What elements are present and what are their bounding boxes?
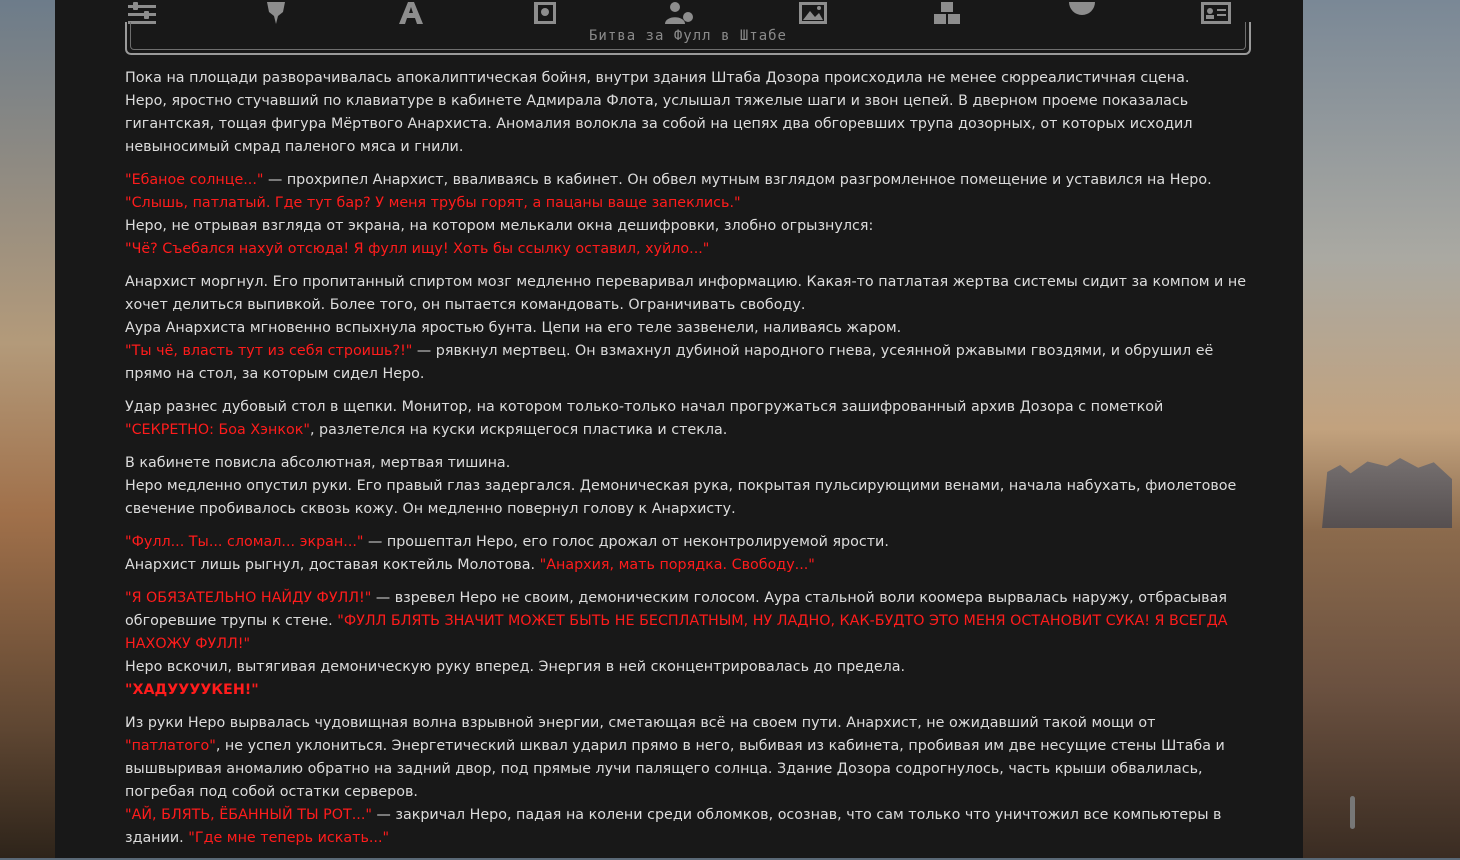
narration: — рявкнул мертвец. Он взмахнул дубиной народного гнева, усеянной ржавыми гвоздями, и обрушил её прямо на стол, за которым сидел Неро. [125, 343, 1214, 382]
id-card-icon[interactable] [1198, 0, 1234, 24]
story-paragraph [125, 169, 1255, 261]
dialogue-quote: "ХАДУУУУКЕН!" [125, 682, 259, 698]
story-paragraph [125, 271, 1255, 386]
book-icon[interactable] [527, 0, 563, 24]
image-icon[interactable] [795, 0, 831, 24]
narration: В кабинете повисла абсолютная, мертвая тишина. [125, 455, 511, 471]
story-text [125, 67, 1255, 860]
narration: , разлетелся на куски искрящегося пластика и стекла. [309, 422, 728, 438]
dialogue-quote: "Где мне теперь искать..." [188, 830, 390, 846]
narration: Удар разнес дубовый стол в щепки. Монитор, на котором только-только начал прогружаться зашифрованный архив Дозора с пометкой [125, 399, 1164, 415]
dialogue-quote: "Чё? Съебался нахуй отсюда! Я фулл ищу! Хоть бы ссылку оставил, хуйло..." [125, 241, 710, 257]
dialogue-quote: "Я ОБЯЗАТЕЛЬНО НАЙДУ ФУЛЛ!" [125, 590, 372, 606]
narration: — закричал Неро, падая на колени среди обломков, осознав, что сам только что уничтожил все компьютеры в здании. [125, 807, 1222, 846]
narration: Неро, яростно стучавший по клавиатуре в кабинете Адмирала Флота, услышал тяжелые шаги и звон цепей. В дверном проеме показалась гигантская, тощая фигура Мёртвого Анархиста. Аномалия волокла за собой на цепях два обгоревших трупа дозорных, от которых исходил невыносимый смрад паленого мяса и гнили. [125, 93, 1193, 155]
narration: Неро вскочил, вытягивая демоническую руку вперед. Энергия в ней сконцентрировалась до предела. [125, 659, 906, 675]
dialogue-quote: "Анархия, мать порядка. Свободу..." [539, 557, 815, 573]
chapter-title: Битва за Фулл в Штабе [588, 28, 787, 44]
story-paragraph [125, 396, 1255, 442]
dialogue-quote: "Ебаное солнце..." [125, 172, 264, 188]
dialogue-quote: "ФУЛЛ БЛЯТЬ ЗНАЧИТ МОЖЕТ БЫТЬ НЕ БЕСПЛАТНЫМ, НУ ЛАДНО, КАК-БУДТО ЭТО МЕНЯ ОСТАНОВИТ СУКА! Я ВСЕГДА НАХОЖУ ФУЛЛ!" [125, 613, 1228, 652]
scrollbar-thumb[interactable] [1350, 796, 1355, 829]
font-icon[interactable] [393, 0, 429, 24]
story-paragraph [125, 531, 1255, 577]
dialogue-quote: "Ты чё, власть тут из себя строишь?!" [125, 343, 413, 359]
narration: , не успел уклониться. Энергетический шквал ударил прямо в него, выбивая из кабинета, пробивая им две несущие стены Штаба и вышвыривая аномалию обратно на задний двор, под прямые лучи палящего солнца. Здание Дозора содрогнулось, часть крыши обвалилась, погребая под собой остатки серверов. [125, 738, 1225, 800]
narration: Анархист лишь рыгнул, доставая коктейль Молотова. [125, 557, 540, 573]
dialogue-quote: "Слышь, патлатый. Где тут бар? У меня трубы горят, а пацаны ваще запеклись." [125, 195, 741, 211]
narration: Неро, не отрывая взгляда от экрана, на котором мелькали окна дешифровки, злобно огрызнулся: [125, 218, 874, 234]
dialogue-quote: "Фулл... Ты... сломал... экран..." [125, 534, 364, 550]
user-cog-icon[interactable] [661, 0, 697, 24]
chapter-title-box [125, 22, 1251, 55]
story-paragraph [125, 712, 1255, 850]
story-paragraph [125, 452, 1255, 521]
narration: Неро медленно опустил руки. Его правый глаз задергался. Демоническая рука, покрытая пульсирующими венами, начала набухать, фиолетовое свечение пробивалось сквозь кожу. Он медленно повернул голову к Анархисту. [125, 478, 1237, 517]
smile-icon[interactable] [1064, 0, 1100, 24]
sliders-icon[interactable] [124, 0, 160, 24]
narration: Пока на площади разворачивалась апокалиптическая бойня, внутри здания Штаба Дозора происходила не менее сюрреалистичная сцена. [125, 70, 1190, 86]
brush-icon[interactable] [258, 0, 294, 24]
top-toolbar [55, 0, 1303, 24]
background-right [1303, 0, 1460, 858]
background-left [0, 0, 55, 858]
dialogue-quote: "патлатого" [125, 738, 216, 754]
story-paragraph [125, 587, 1255, 702]
chat-panel [55, 0, 1303, 858]
narration: Анархист моргнул. Его пропитанный спиртом мозг медленно переваривал информацию. Какая-то патлатая жертва системы сидит за компом и не хочет делиться выпивкой. Более того, он пытается командовать. Ограничивать свободу. [125, 274, 1247, 313]
narration: — прошептал Неро, его голос дрожал от неконтролируемой ярости. [363, 534, 889, 550]
background-mesa [1322, 458, 1452, 528]
narration: — прохрипел Анархист, вваливаясь в кабинет. Он обвел мутным взглядом разгромленное помещение и уставился на Неро. [263, 172, 1212, 188]
dialogue-quote: "СЕКРЕТНО: Боа Хэнкок" [125, 422, 310, 438]
cubes-icon[interactable] [929, 0, 965, 24]
narration: Аура Анархиста мгновенно вспыхнула яростью бунта. Цепи на его теле зазвенели, наливаясь жаром. [125, 320, 902, 336]
narration: Из руки Неро вырвалась чудовищная волна взрывной энергии, сметающая всё на своем пути. Анархист, не ожидавший такой мощи от [125, 715, 1156, 731]
narration: — взревел Неро не своим, демоническим голосом. Аура стальной воли коомера вырвалась наружу, отбрасывая обгоревшие трупы к стене. [125, 590, 1227, 629]
story-paragraph [125, 67, 1255, 159]
dialogue-quote: "АЙ, БЛЯТЬ, ЁБАННЫЙ ТЫ РОТ..." [125, 807, 372, 823]
